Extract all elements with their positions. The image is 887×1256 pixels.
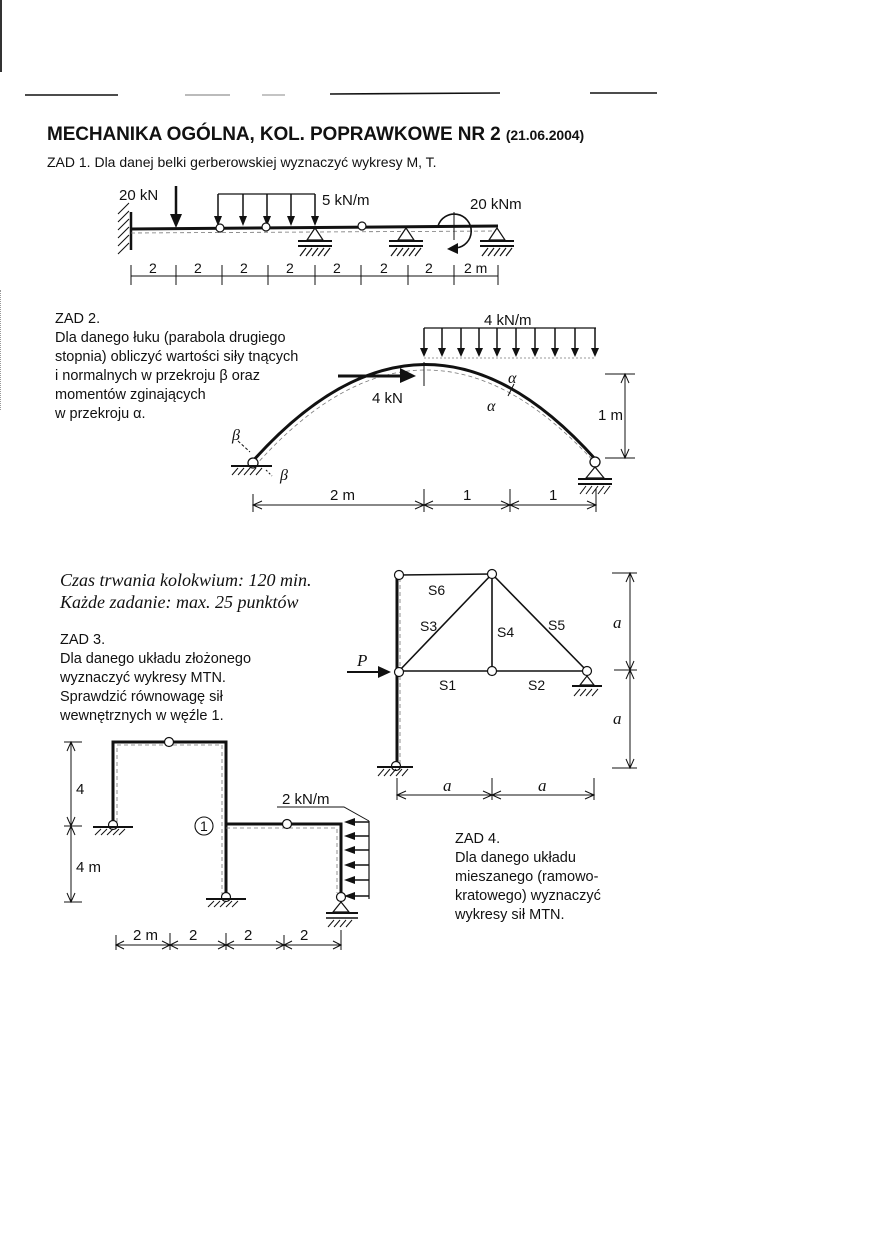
zad3-line: Dla danego układu złożonego [60, 651, 252, 667]
hinge [283, 820, 292, 829]
horizontal-force-label: 4 kN [372, 390, 403, 407]
hinge [358, 222, 366, 230]
dim-a-label: a [443, 776, 452, 795]
bar-label: S5 [548, 617, 566, 633]
zad3-heading: ZAD 3. [60, 632, 106, 648]
bar-label: S4 [497, 624, 515, 640]
moment-label: 20 kNm [470, 196, 522, 213]
support-2 [389, 228, 423, 256]
title-main: MECHANIKA OGÓLNA, KOL. POPRAWKOWE NR 2 [47, 124, 501, 145]
roller-support-node [337, 893, 346, 902]
roller-support [590, 457, 600, 467]
zad4-line: mieszanego (ramowo- [455, 869, 599, 885]
support-1 [298, 228, 332, 256]
force-p-label: P [357, 651, 368, 670]
span-label: 2 [240, 260, 248, 276]
truss-node [488, 570, 497, 579]
zad4-heading: ZAD 4. [455, 831, 501, 847]
alpha-label-bottom: α [487, 398, 496, 415]
pin-support-node [222, 893, 231, 902]
arch-span-dimension [253, 489, 596, 512]
alpha-label-top: α [508, 370, 517, 387]
beta-label-top: β [232, 427, 240, 444]
zad4-text-block [455, 830, 601, 925]
zad4-line: Dla danego układu [455, 850, 576, 866]
arch-load-arrows [424, 328, 595, 350]
zad4-vertical-dimension [612, 573, 637, 768]
duration-note: Czas trwania kolokwium: 120 min. [60, 570, 312, 590]
span-label: 2 [194, 260, 202, 276]
zad1-dimension [131, 265, 498, 285]
truss-node [583, 667, 592, 676]
truss-node [488, 667, 497, 676]
span-label: 2 [300, 927, 309, 944]
zad2-text-block [55, 310, 298, 424]
bar-label: S2 [528, 677, 546, 693]
span-label: 2 [425, 260, 433, 276]
span-label: 1 [549, 487, 558, 504]
span-label: 1 [463, 487, 472, 504]
span-label: 2 m [330, 487, 356, 504]
zad3-line: wewnętrznych w węźle 1. [60, 708, 224, 724]
zad3-frame-diagram [64, 738, 369, 951]
zad4-frame-diagram [347, 570, 637, 801]
title-date: (21.06.2004) [505, 127, 585, 143]
span-label: 2 m [464, 260, 488, 276]
node-1-label: 1 [200, 818, 208, 834]
distributed-load-label: 5 kN/m [322, 192, 370, 209]
zad2-line: stopnia) obliczyć wartości siły tnących [55, 349, 299, 365]
page-title [47, 124, 584, 146]
span-label: 2 [189, 927, 198, 944]
hinge [216, 224, 224, 232]
zad1-beam-diagram [118, 186, 514, 285]
notes-block [60, 569, 312, 613]
zad3-vertical-dimension [64, 742, 85, 902]
zad3-line: wyznaczyć wykresy MTN. [60, 670, 226, 686]
bar-label: S6 [428, 582, 446, 598]
arch-load-label: 4 kN/m [484, 312, 532, 329]
bar-label: S3 [420, 618, 438, 634]
right-frame [226, 824, 341, 893]
dim-a-label: a [613, 613, 622, 632]
span-label: 2 [244, 927, 253, 944]
height-label: 4 m [76, 859, 102, 876]
arch-height-label: 1 m [598, 407, 624, 424]
zad4-line: wykresy sił MTN. [455, 907, 565, 923]
side-load-label: 2 kN/m [282, 791, 330, 808]
pin-support-node [109, 821, 118, 830]
support-3 [480, 228, 514, 256]
span-label: 2 [333, 260, 341, 276]
span-label: 2 [149, 260, 157, 276]
zad2-line: w przekroju α. [55, 406, 146, 422]
zad2-line: i normalnych w przekroju β oraz [55, 368, 260, 384]
bar-label: S1 [439, 677, 457, 693]
moment-icon [438, 212, 471, 254]
zad2-heading: ZAD 2. [55, 311, 101, 327]
span-label: 2 [380, 260, 388, 276]
point-load-label: 20 kN [119, 187, 159, 204]
truss-node [395, 571, 404, 580]
hinge [262, 223, 270, 231]
span-label: 2 [286, 260, 294, 276]
zad4-line: kratowego) wyznaczyć [455, 888, 601, 904]
zad3-line: Sprawdzić równowagę sił [60, 689, 223, 705]
height-label: 4 [76, 781, 85, 798]
header-rules [25, 93, 657, 95]
zad4-horizontal-dimension [397, 778, 594, 800]
span-label: 2 m [133, 927, 159, 944]
beta-label-bottom: β [280, 467, 288, 484]
zad2-line: Dla danego łuku (parabola drugiego [55, 330, 286, 346]
zad3-text-block [60, 631, 251, 726]
truss-node [395, 668, 404, 677]
zad2-line: momentów zginających [55, 387, 206, 403]
zad1-text: ZAD 1. Dla danej belki gerberowskiej wyznaczyć wykresy M, T. [47, 154, 437, 170]
dim-a-label: a [613, 709, 622, 728]
hinge [165, 738, 174, 747]
points-note: Każde zadanie: max. 25 punktów [60, 592, 299, 612]
dim-a-label: a [538, 776, 547, 795]
